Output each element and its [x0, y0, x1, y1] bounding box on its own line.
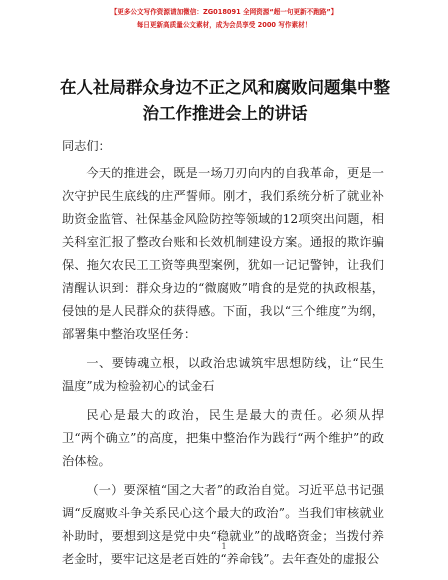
title-line-1: 在人社局群众身边不正之风和腐败问题集中整 [60, 78, 390, 97]
document-body [62, 135, 384, 577]
banner-line-1: 【更多公文写作资源请加微信：ZG018091 全网资源“超一句更新不跑路”】 [110, 8, 338, 16]
page-number: 1 [221, 542, 227, 551]
paragraph-intro: 今天的推进会，既是一场刀刃向内的自我革命，更是一次守护民生底线的庄严誓师。刚才，我们系统分析了就业补助资金监管、社保基金风险防控等领域的12项突出问题，相关科室汇报了整改台账和长效机制建设方案。通报的欺诈骗保、拖欠农民工工资等典型案例，犹如一记记警钟，让我们清醒认识到：群众身边的“微腐败”啃食的是党的执政根基，侵蚀的是人民群众的获得感。下面，我以“三个维度”为纲，部署集中整治攻坚任务： [62, 166, 384, 341]
title-line-2: 治工作推进会上的讲话 [142, 104, 308, 123]
banner-line-2: 每日更新高质量公文素材，成为会员享受 2000 写作素材！ [136, 21, 312, 29]
paragraph-3: （一）要深植“国之大者”的政治自觉。习近平总书记强调“反腐败斗争关系民心这个最大的政治”。当我们审核就业补助时，要想到这是党中央“稳就业”的战略资金；当拨付养老金时，要牢记这是老百姓的“养命钱”。去年查处的虚报公 [62, 483, 384, 566]
section-heading-1: 一、要铸魂立根，以政治忠诚筑牢思想防线，让“民生温度”成为检验初心的试金石 [62, 356, 384, 393]
greeting: 同志们： [62, 139, 111, 153]
promo-banner [0, 6, 448, 32]
document-title [60, 75, 390, 127]
paragraph-2: 民心是最大的政治，民生是最大的责任。必须从捍卫“两个确立”的高度，把集中整治作为践行“两个维护”的政治体检。 [62, 408, 384, 468]
